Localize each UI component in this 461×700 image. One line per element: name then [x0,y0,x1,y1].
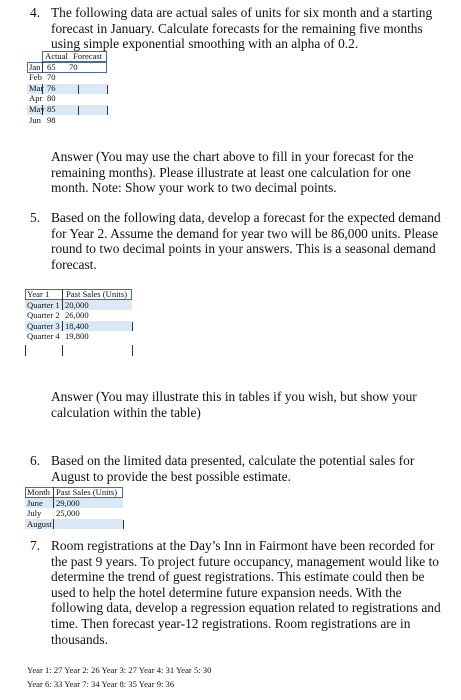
sales-table-q6 [25,487,165,529]
month-cell: May [29,103,45,114]
column-header: Past Sales (Units) [66,289,128,299]
month-cell: Jan [29,61,41,72]
table-row [25,310,165,321]
table-row [25,498,165,509]
sales-cell: 25,000 [56,508,80,519]
column-header: Forecast [73,51,103,61]
cell-divider [25,345,26,356]
month-cell: Jun [29,114,41,125]
question-7-text: Room registrations at the Day’s Inn in Fairmont have been recorded for the past 9 years. To project future occupancy, management would like to determine the trend of guest registrations. This estimate could then be used to help the hotel determine future expansion needs. With the following data, develop a regression equation related to registrations and time. Then forecast year-12 registrations. Room registrations are in thousands. [51,538,441,647]
forecast-cell: 70 [69,61,78,72]
question-4-answer-instructions: Answer (You may use the chart above to fill in your forecast for the remaining months). Please illustrate at least one calculation for one month. Note: Show your work to two decimal points. [51,149,414,196]
registration-data-line-2: Year 6: 33 Year 7: 34 Year 8: 35 Year 9: 36 [27,679,175,689]
table-row [25,300,165,311]
actual-cell: 76 [47,82,56,93]
column-header: Year 1 [27,289,50,299]
quarter-cell: Quarter 2 [27,310,60,321]
question-6-number: 6. [30,453,41,468]
month-cell: Feb [29,72,42,83]
actual-cell: 98 [47,114,56,125]
actual-cell: 65 [47,61,56,72]
question-5 [30,210,450,272]
registration-data-line-1: Year 1: 27 Year 2: 26 Year 3: 27 Year 4: 31 Year 5: 30 [27,665,212,675]
table-row [25,519,165,530]
question-7-number: 7. [30,538,41,553]
month-cell: June [27,497,43,508]
column-header: Past Sales (Units) [56,487,118,497]
actual-cell: 85 [47,103,56,114]
actual-cell: 70 [47,72,56,83]
column-header: Actual [45,51,68,61]
table-row [27,115,117,126]
table-row [27,83,117,94]
question-7 [30,538,450,647]
question-6 [30,453,450,484]
table-row [27,104,117,115]
sales-cell: 18,400 [65,320,89,331]
table-row [25,508,165,519]
table-row [27,72,117,83]
question-4-number: 4. [30,5,41,20]
cell-divider [132,345,133,356]
month-cell: August [27,518,52,529]
column-header: Month [27,487,50,497]
sales-cell: 29,000 [56,497,80,508]
cell-divider [62,345,63,356]
question-5-text: Based on the following data, develop a forecast for the expected demand for Year 2. Assume the demand for year two will be 86,000 units. Please round to two decimal points in your answers. This is a seasonal demand forecast. [51,210,441,272]
sales-table-q4 [27,51,117,125]
question-5-number: 5. [30,210,41,225]
month-cell: Mar [29,82,44,93]
month-cell: Apr [29,93,43,104]
sales-cell: 26,000 [65,310,89,321]
question-5-answer-instructions: Answer (You may illustrate this in tables if you wish, but show your calculation within the table) [51,389,417,420]
table-row [27,93,117,104]
quarter-cell: Quarter 1 [27,299,60,310]
question-6-text: Based on the limited data presented, calculate the potential sales for August to provide the best possible estimate. [51,453,415,484]
question-4 [30,5,450,52]
sales-table-q5 [25,289,165,342]
sales-cell: 20,000 [65,299,89,310]
table-header-row [25,289,165,300]
quarter-cell: Quarter 3 [27,320,60,331]
actual-cell: 80 [47,93,56,104]
table-header-row [25,487,165,498]
table-header-row [27,51,117,62]
quarter-cell: Quarter 4 [27,331,60,342]
month-cell: July [27,508,42,519]
table-row [25,321,165,332]
table-row [27,62,117,73]
question-4-text: The following data are actual sales of units for six month and a starting forecast in January. Calculate forecasts for the remaining five months using simple exponential smoothing with an alpha of 0.2. [51,5,433,52]
table-row [25,331,165,342]
sales-cell: 19,800 [65,331,89,342]
